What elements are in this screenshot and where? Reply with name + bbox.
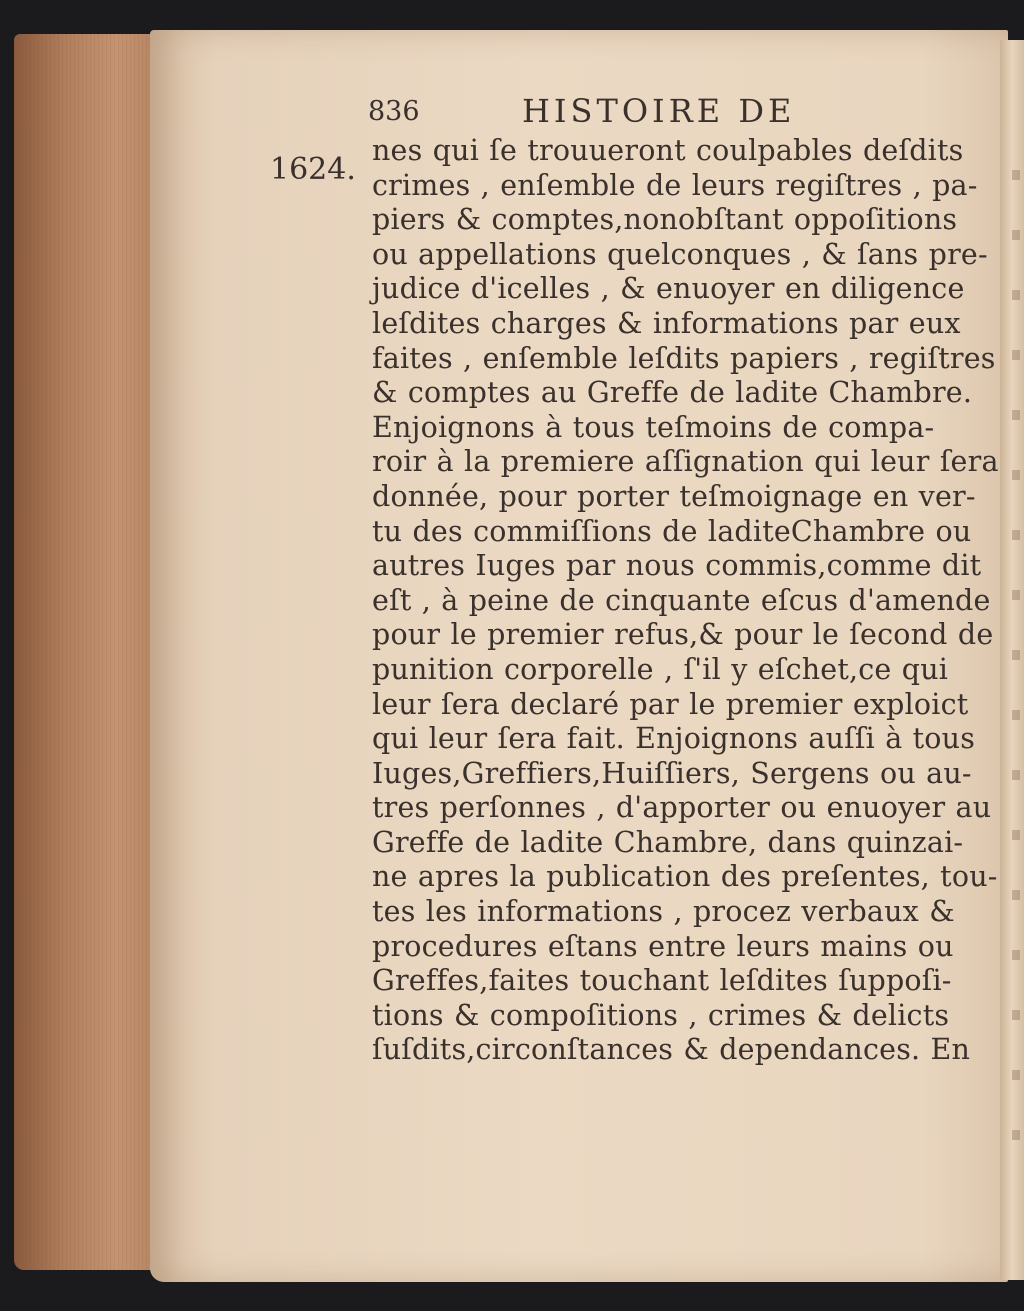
text-line: pour le premier refus,& pour le ſecond de <box>372 618 994 652</box>
text-line: piers & comptes,nonobſtant oppoſitions <box>372 203 958 237</box>
text-line: leſdites charges & informations par eux <box>372 306 961 340</box>
text-line: crimes , enſemble de leurs regiſtres , pa- <box>372 168 978 202</box>
text-line: ou appellations quelconques , & ſans pre- <box>372 237 988 271</box>
text-line: Greffes,faites touchant leſdites ſuppoſi- <box>372 964 952 998</box>
text-line: Iuges,Greffiers,Huiſſiers, Sergens ou au- <box>372 756 972 790</box>
running-head: HISTOIRE DE <box>522 92 796 130</box>
text-line: tes les informations , procez verbaux & <box>372 895 955 929</box>
text-line: tu des commiſſions de laditeChambre ou <box>372 514 972 548</box>
body-text <box>372 134 999 1068</box>
text-line: judice d'icelles , & enuoyer en diligence <box>372 272 965 306</box>
text-line: donnée, pour porter teſmoignage en ver- <box>372 479 976 513</box>
text-line: procedures eſtans entre leurs mains ou <box>372 929 954 963</box>
text-line: Enjoignons à tous teſmoins de compa- <box>372 410 935 444</box>
text-line: tions & compoſitions , crimes & delicts <box>372 998 950 1032</box>
show-through-marks <box>1012 170 1020 1170</box>
text-line: roir à la premiere aſſignation qui leur ſera <box>372 445 999 479</box>
text-line: qui leur ſera fait. Enjoignons auſſi à tous <box>372 722 976 756</box>
text-line: ne apres la publication des preſentes, tou- <box>372 860 998 894</box>
text-line: autres Iuges par nous commis,comme dit <box>372 549 982 583</box>
text-line: ſuſdits,circonſtances & dependances. En <box>372 1033 971 1067</box>
text-line: eſt , à peine de cinquante eſcus d'amende <box>372 583 991 617</box>
text-line: leur ſera declaré par le premier exploict <box>372 687 969 721</box>
text-line: & comptes au Greffe de ladite Chambre. <box>372 376 973 410</box>
text-line: faites , enſemble leſdits papiers , regiſtres <box>372 341 996 375</box>
text-line: punition corporelle , ſ'il y eſchet,ce qui <box>372 652 949 686</box>
page-number: 836 <box>368 96 420 127</box>
margin-year-note: 1624. <box>270 152 356 187</box>
text-line: Greffe de ladite Chambre, dans quinzai- <box>372 825 964 859</box>
text-line: nes qui ſe trouueront coulpables deſdits <box>372 134 964 167</box>
text-line: tres perſonnes , d'apporter ou enuoyer au <box>372 791 992 825</box>
